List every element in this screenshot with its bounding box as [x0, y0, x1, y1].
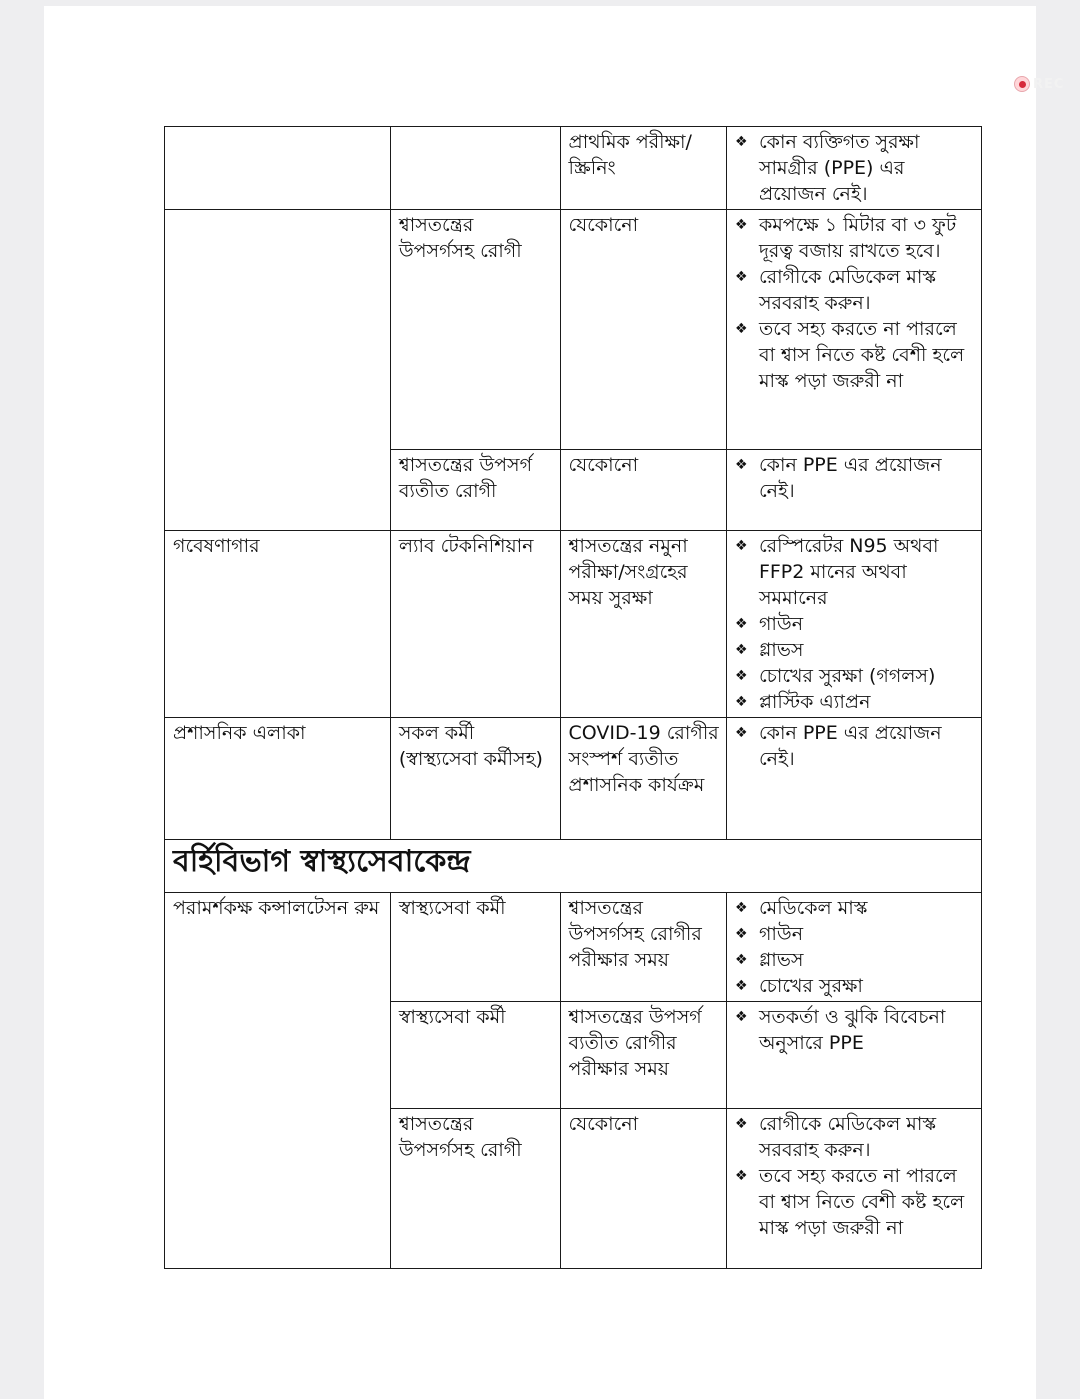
list-item: ❖ রোগীকে মেডিকেল মাস্ক সরবরাহ করুন। [735, 1111, 975, 1163]
ppe-cell [726, 893, 981, 1002]
ppe-cell [726, 450, 981, 531]
list-item: ❖ কোন ব্যক্তিগত সুরক্ষা সামগ্রীর (PPE) এর প্রয়োজন নেই। [735, 129, 975, 207]
activity-cell: COVID-19 রোগীর সংস্পর্শ ব্যতীত প্রশাসনিক কার্যক্রম [560, 718, 726, 840]
ppe-cell [726, 210, 981, 450]
section-title: বর্হিবিভাগ স্বাস্থ্যসেবাকেন্দ্র [165, 840, 982, 893]
setting-cell: গবেষণাগার [165, 531, 391, 718]
recording-badge-label: REC [1033, 76, 1065, 92]
target-cell: ল্যাব টেকনিশিয়ান [390, 531, 560, 718]
list-item: ❖ গ্লাভস [735, 947, 975, 973]
list-item: ❖ রেস্পিরেটর N95 অথবা FFP2 মানের অথবা সমমানের [735, 533, 975, 611]
list-item: ❖ মেডিকেল মাস্ক [735, 895, 975, 921]
target-cell [390, 127, 560, 210]
list-item: ❖ কমপক্ষে ১ মিটার বা ৩ ফুট দূরত্ব বজায় রাখতে হবে। [735, 212, 975, 264]
setting-cell [165, 210, 391, 531]
list-item: ❖ সতকর্তা ও ঝুকি বিবেচনা অনুসারে PPE [735, 1004, 975, 1056]
target-cell: শ্বাসতন্ত্রের উপসর্গসহ রোগী [390, 210, 560, 450]
activity-cell: যেকোনো [560, 210, 726, 450]
section-row [165, 840, 982, 893]
list-item: ❖ চোখের সুরক্ষা [735, 973, 975, 999]
list-item: ❖ তবে সহ্য করতে না পারলে বা শ্বাস নিতে কষ্ট বেশী হলে মাস্ক পড়া জরুরী না [735, 316, 975, 394]
target-cell: শ্বাসতন্ত্রের উপসর্গসহ রোগী [390, 1109, 560, 1269]
activity-cell: প্রাথমিক পরীক্ষা/স্ক্রিনিং [560, 127, 726, 210]
ppe-cell [726, 718, 981, 840]
activity-cell: যেকোনো [560, 450, 726, 531]
list-item: ❖ চোখের সুরক্ষা (গগলস) [735, 663, 975, 689]
target-cell: স্বাস্থ্যসেবা কর্মী [390, 1002, 560, 1109]
table-row [165, 531, 982, 718]
setting-cell: প্রশাসনিক এলাকা [165, 718, 391, 840]
list-item: ❖ কোন PPE এর প্রয়োজন নেই। [735, 452, 975, 504]
setting-cell: পরামর্শকক্ষ কন্সালটেসন রুম [165, 893, 391, 1269]
record-icon[interactable] [1014, 76, 1030, 92]
target-cell: স্বাস্থ্যসেবা কর্মী [390, 893, 560, 1002]
ppe-cell [726, 531, 981, 718]
setting-cell [165, 127, 391, 210]
target-cell: শ্বাসতন্ত্রের উপসর্গ ব্যতীত রোগী [390, 450, 560, 531]
list-item: ❖ রোগীকে মেডিকেল মাস্ক সরবরাহ করুন। [735, 264, 975, 316]
recording-badge[interactable] [1014, 76, 1064, 92]
activity-cell: শ্বাসতন্ত্রের নমুনা পরীক্ষা/সংগ্রহের সময় সুরক্ষা [560, 531, 726, 718]
table-row [165, 893, 982, 1002]
ppe-cell [726, 1002, 981, 1109]
list-item: ❖ গাউন [735, 921, 975, 947]
ppe-cell [726, 1109, 981, 1269]
activity-cell: শ্বাসতন্ত্রের উপসর্গসহ রোগীর পরীক্ষার সময় [560, 893, 726, 1002]
list-item: ❖ প্লাস্টিক এ্যাপ্রন [735, 689, 975, 715]
activity-cell: যেকোনো [560, 1109, 726, 1269]
target-cell: সকল কর্মী (স্বাস্থ্যসেবা কর্মীসহ) [390, 718, 560, 840]
table-row [165, 127, 982, 210]
table-row [165, 718, 982, 840]
table-row [165, 210, 982, 450]
activity-cell: শ্বাসতন্ত্রের উপসর্গ ব্যতীত রোগীর পরীক্ষার সময় [560, 1002, 726, 1109]
list-item: ❖ গাউন [735, 611, 975, 637]
ppe-table [164, 126, 982, 1269]
list-item: ❖ তবে সহ্য করতে না পারলে বা শ্বাস নিতে বেশী কষ্ট হলে মাস্ক পড়া জরুরী না [735, 1163, 975, 1241]
ppe-cell [726, 127, 981, 210]
list-item: ❖ কোন PPE এর প্রয়োজন নেই। [735, 720, 975, 772]
list-item: ❖ গ্লাভস [735, 637, 975, 663]
